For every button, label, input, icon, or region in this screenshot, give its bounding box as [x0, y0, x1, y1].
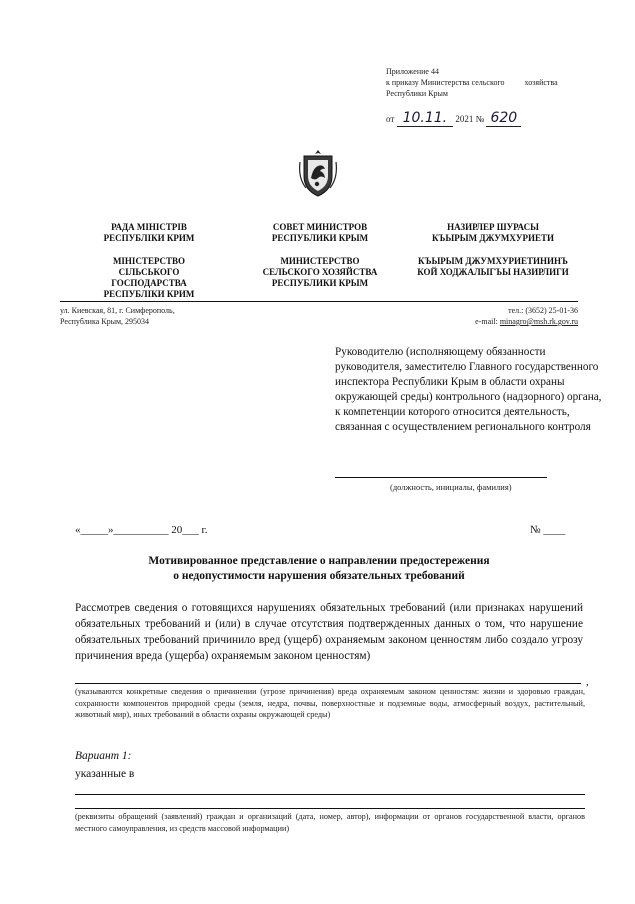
- email-link[interactable]: minagro@msh.rk.gov.ru: [499, 317, 578, 326]
- header-line: РАДА МІНІСТРІВ: [111, 222, 187, 232]
- header-line: СІЛЬСЬКОГО: [118, 267, 180, 277]
- header-line: СЕЛЬСКОГО ХОЗЯЙСТВА: [262, 267, 378, 277]
- header-line: КОЙ ХОДЖАЛЫГЪЫ НАЗИРЛИГИ: [417, 267, 569, 277]
- header-line: НАЗИРЛЕР ШУРАСЫ: [447, 222, 539, 232]
- order-prefix: от: [386, 114, 395, 124]
- ukr-ministry-header: [84, 256, 214, 300]
- appendix-block: [386, 66, 558, 99]
- header-line: КЪЫРЫМ ДЖУМХУРИЕТИНИНЪ: [418, 256, 568, 266]
- header-line: РЕСПУБЛІКИ КРИМ: [103, 233, 195, 243]
- note-1: (указываются конкретные сведения о причинении (угрозе причинения) вреда охраняемым законом ценностям: жизни и здоровью граждан, сохранности компонентов природной среды (земля, недра, почвы, поверхностные и подземные воды, атмосферный воздух, растительный, животный мир), иных требований в области охраны окружающей среды): [75, 687, 585, 719]
- recipient-caption: (должность, инициалы, фамилия): [390, 482, 512, 492]
- rus-council-header: [252, 222, 388, 244]
- appendix-line-2: [386, 77, 558, 88]
- header-line: МІНІСТЕРСТВО: [112, 256, 186, 266]
- header-divider: [60, 301, 578, 302]
- crh-ministry-header: [408, 256, 578, 278]
- address-line: ул. Киевская, 81, г. Симферополь,: [60, 306, 175, 315]
- rus-ministry-header: [252, 256, 388, 289]
- variant-label: Вариант 1:: [75, 750, 132, 762]
- crh-council-header: [408, 222, 578, 244]
- appendix-line-2-text: к приказу Министерства сельского: [386, 78, 505, 87]
- title-line-1: Мотивированное представление о направлении предостережения: [148, 555, 490, 567]
- title-line-2: о недопустимости нарушения обязательных требований: [173, 570, 465, 582]
- trailing-comma: ,: [586, 676, 589, 688]
- ukr-council-header: [84, 222, 214, 244]
- header-line: РЕСПУБЛІКИ КРИМ: [103, 289, 195, 299]
- order-date-handwritten: 10.11.: [397, 110, 454, 127]
- document-title: [60, 554, 578, 584]
- crimea-coat-of-arms-icon: [298, 148, 338, 198]
- appendix-line-1: Приложение 44: [386, 67, 439, 76]
- fill-in-line: [75, 683, 581, 684]
- fill-in-line: [75, 808, 585, 809]
- header-line: СОВЕТ МИНИСТРОВ: [272, 222, 368, 232]
- ministry-address: [60, 305, 175, 327]
- phone: тел.: (3652) 25-01-36: [508, 306, 578, 315]
- appendix-line-3: Республики Крым: [386, 89, 448, 98]
- order-line: [386, 110, 521, 126]
- date-line: «_____»__________ 20___ г.: [75, 524, 208, 536]
- indicated-text: указанные в: [75, 768, 135, 780]
- header-line: РЕСПУБЛИКИ КРЫМ: [271, 233, 369, 243]
- email-prefix: e-mail:: [475, 317, 500, 326]
- address-line: Республика Крым, 295034: [60, 317, 150, 326]
- note-2: (реквизиты обращений (заявлений) граждан и организаций (дата, номер, автор), информации от органов государственной власти, органов местного самоуправления, из средств массовой информации): [75, 812, 585, 833]
- ministry-contacts: [475, 305, 578, 327]
- email-line: [475, 316, 578, 327]
- number-line: № ____: [530, 524, 566, 536]
- order-year: 2021 №: [455, 114, 485, 124]
- appendix-line-2-tail: хозяйства: [524, 78, 558, 87]
- recipient-block: Руководителю (исполняющему обязанности руководителя, заместителю Главного государственного инспектора Республики Крым в области охраны окружающей среды) контрольного (надзорного) органа, к компетенции которого относится деятельность, связанная с осуществлением регионального контроля: [335, 346, 602, 433]
- header-line: КЪЫРЫМ ДЖУМХУРИЕТИ: [431, 233, 554, 243]
- body-paragraph: Рассмотрев сведения о готовящихся нарушениях обязательных требований (или признаках нарушений обязательных требований и (или) в случае отсутствия подтвержденных данных о том, что нарушение обязательных требований причинило вред (ущерб) охраняемым законом ценностям либо создало угрозу причинения вреда (ущерба) охраняемым законом ценностям): [75, 602, 583, 662]
- fill-in-line: [75, 794, 585, 795]
- order-number-handwritten: 620: [486, 110, 521, 127]
- header-line: МИНИСТЕРСТВО: [280, 256, 360, 266]
- recipient-signature-line: [335, 477, 547, 478]
- header-line: ГОСПОДАРСТВА: [111, 278, 187, 288]
- header-line: РЕСПУБЛИКИ КРЫМ: [271, 278, 369, 288]
